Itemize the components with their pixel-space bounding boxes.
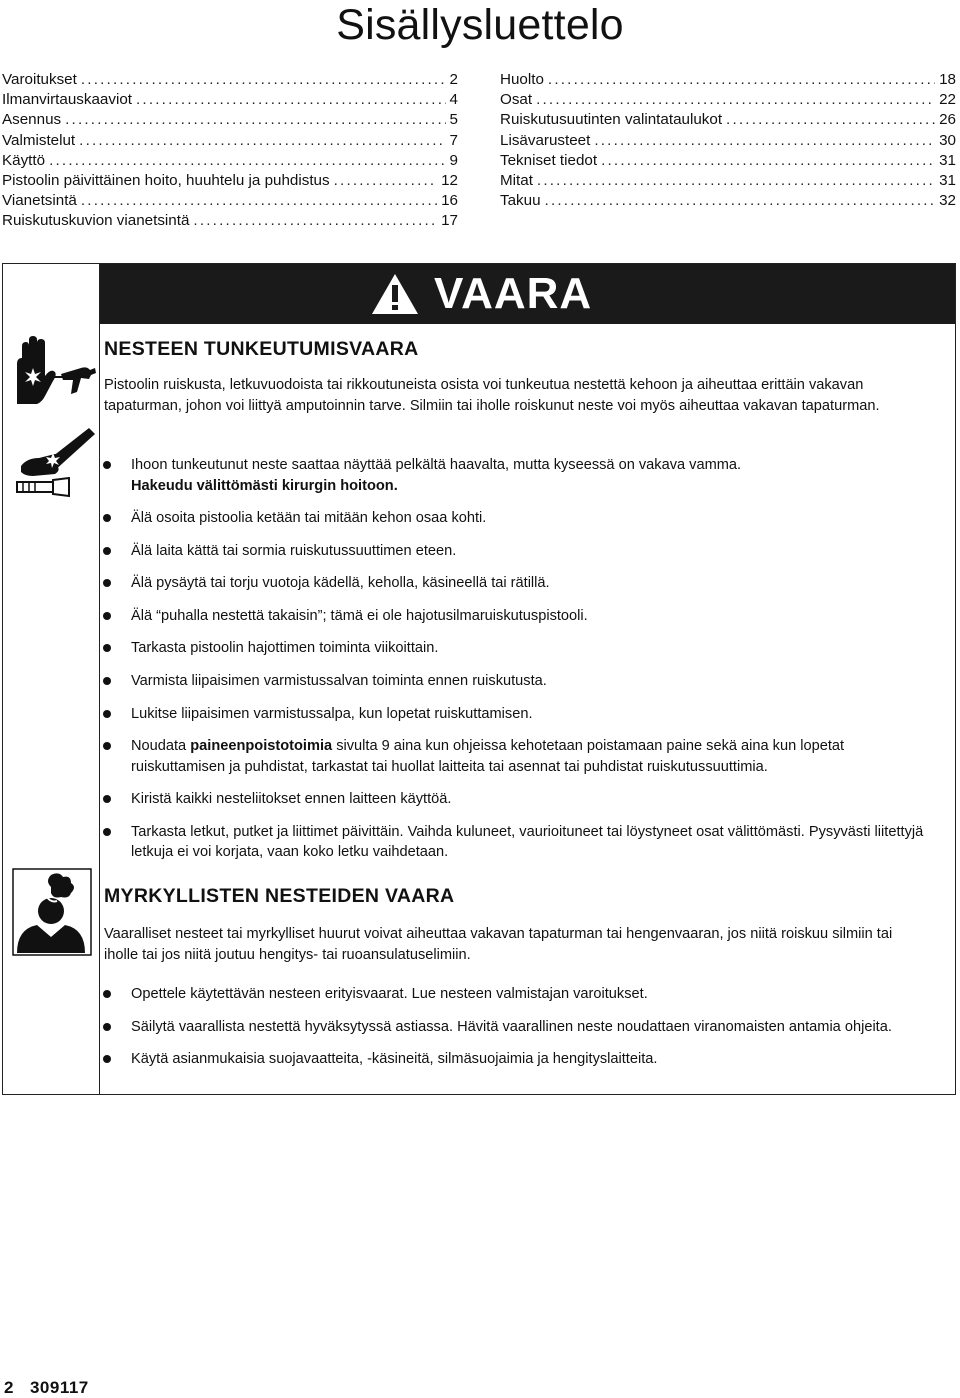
toc-entry-page: 12 [441, 171, 458, 189]
toc-leader-dots [65, 110, 445, 130]
toc-entry-page: 31 [939, 151, 956, 169]
toc-entry[interactable] [2, 211, 458, 231]
toc-entry-label: Ruiskutusuutinten valintataulukot [500, 111, 723, 129]
toc-entry[interactable] [500, 151, 956, 171]
toc-entry-label: Takuu [500, 192, 541, 210]
danger-header-title: VAARA [434, 269, 593, 318]
toc-leader-dots [193, 211, 437, 231]
list-item: Käytä asianmukaisia suojavaatteita, -käsineitä, silmäsuojaimia ja hengityslaitteita. [98, 1049, 928, 1070]
hose-leak-icon [13, 424, 97, 504]
list-item: Varmista liipaisimen varmistussalvan toiminta ennen ruiskutusta. [98, 671, 928, 692]
toc-entry[interactable] [2, 131, 458, 151]
toc-left-column [2, 70, 458, 232]
toc-entry[interactable] [500, 90, 956, 110]
toc-entry[interactable] [2, 90, 458, 110]
toc-leader-dots [601, 151, 935, 171]
injection-hazard-intro: Pistoolin ruiskusta, letkuvuodoista tai rikkoutuneista osista voi tunkeutua nestettä kehoon ja aiheuttaa erittäin vakavan tapaturman, johon voi liittyä amputoinnin tarve. Silmiin tai iholle roiskunut neste voi myös aiheuttaa vakavan tapaturman. [104, 377, 880, 414]
danger-header-bar [100, 264, 955, 324]
toc-entry-label: Pistoolin päivittäinen hoito, huuhtelu ja puhdistus [2, 171, 330, 189]
toc-entry-page: 26 [939, 111, 956, 129]
list-item: Tarkasta pistoolin hajottimen toiminta viikoittain. [98, 638, 928, 659]
toc-right-column [500, 70, 956, 211]
toc-leader-dots [594, 131, 935, 151]
danger-warning-box [2, 263, 956, 1095]
toc-entry-label: Asennus [2, 111, 62, 129]
toc-entry[interactable] [500, 70, 956, 90]
toc-entry-label: Ilmanvirtauskaaviot [2, 91, 132, 109]
list-item: Älä pysäytä tai torju vuotoja kädellä, keholla, käsineellä tai rätillä. [98, 573, 928, 594]
bullet-text: Noudata [131, 738, 191, 755]
list-item: Älä “puhalla nestettä takaisin”; tämä ei ole hajotusilmaruiskutuspistooli. [98, 606, 928, 627]
toc-entry[interactable] [2, 191, 458, 211]
toc-entry-label: Mitat [500, 171, 533, 189]
toc-leader-dots [334, 171, 437, 191]
bullet-text: Ihoon tunkeutunut neste saattaa näyttää pelkältä haavalta, mutta kyseessä on vakava vamma. [131, 457, 742, 473]
toc-entry-page: 16 [441, 192, 458, 210]
bullet-bold-text: paineenpoistotoimia [190, 738, 333, 755]
toc-leader-dots [536, 90, 935, 110]
page-number: 2 [4, 1378, 14, 1397]
toc-entry-label: Valmistelut [2, 131, 76, 149]
toc-leader-dots [136, 90, 446, 110]
bullet-text: sivulta 9 aina kun ohjeissa kehotetaan poistamaan paine sekä aina kun lopetat ruiskuttamisen ja puhdistat, tarkastat tai huollat laitteita tai asennat tai puhdistat ruiskutussuuttimia. [131, 738, 845, 775]
toc-entry[interactable] [500, 171, 956, 191]
toxic-hazard-intro: Vaaralliset nesteet tai myrkylliset huurut voivat aiheuttaa vakavan tapaturman tai hengenvaaran, jos niitä roiskuu silmiin tai iholle tai jos niitä joutuu hengitys- tai ruoansulatuselimiin. [104, 926, 893, 963]
toc-entry[interactable] [2, 171, 458, 191]
page-footer [4, 1378, 105, 1398]
document-number: 309117 [29, 1378, 89, 1397]
toc-entry-page: 9 [449, 151, 458, 169]
toc-entry[interactable] [2, 110, 458, 130]
toc-entry-page: 17 [441, 212, 458, 230]
toc-leader-dots [548, 70, 935, 90]
warning-triangle-icon [370, 272, 420, 316]
toc-entry-label: Käyttö [2, 151, 46, 169]
page-title: Sisällysluettelo [336, 1, 624, 49]
list-item: Säilytä vaarallista nestettä hyväksytyssä astiassa. Hävitä vaarallinen neste noudattaen viranomaisten antamia ohjeita. [98, 1017, 928, 1038]
toc-entry-page: 18 [939, 71, 956, 88]
list-item [98, 455, 928, 496]
list-item: Kiristä kaikki nesteliitokset ennen laitteen käyttöä. [98, 789, 928, 810]
toc-entry-page: 31 [939, 171, 956, 189]
injection-hazard-title: NESTEEN TUNKEUTUMISVAARA [104, 338, 419, 360]
toc-entry-page: 32 [939, 192, 956, 210]
toc-leader-dots [81, 191, 437, 211]
toc-entry-page: 5 [449, 111, 458, 129]
toc-entry[interactable] [2, 70, 458, 90]
toc-entry-page: 22 [939, 91, 956, 109]
list-item: Lukitse liipaisimen varmistussalpa, kun lopetat ruiskuttamisen. [98, 704, 928, 725]
list-item: Tarkasta letkut, putket ja liittimet päivittäin. Vaihda kuluneet, vaurioituneet tai löystyneet osat välittömästi. Pysyvästi liitettyjä letkuja ei voi korjata, vaan koko letku vaihdetaan. [98, 822, 928, 863]
toxic-hazard-title: MYRKYLLISTEN NESTEIDEN VAARA [104, 885, 455, 907]
toc-entry-label: Lisävarusteet [500, 131, 591, 149]
toc-entry-label: Ruiskutuskuvion vianetsintä [2, 212, 190, 230]
toxic-fumes-icon [11, 867, 93, 959]
toc-leader-dots [537, 171, 935, 191]
toc-entry[interactable] [500, 191, 956, 211]
toc-leader-dots [545, 191, 936, 211]
toc-entry[interactable] [500, 110, 956, 130]
toc-entry-page: 2 [449, 71, 458, 88]
toc-entry-label: Osat [500, 91, 533, 109]
toc-entry-label: Vianetsintä [2, 192, 77, 210]
toc-entry[interactable] [500, 131, 956, 151]
toc-leader-dots [726, 110, 935, 130]
hand-injection-icon [11, 334, 97, 406]
list-item: Opettele käytettävän nesteen erityisvaarat. Lue nesteen valmistajan varoitukset. [98, 984, 928, 1005]
injection-hazard-bullets [98, 455, 928, 875]
toc-entry-page: 4 [449, 91, 458, 109]
toc-entry-label: Varoitukset [2, 71, 77, 88]
toc-entry-label: Tekniset tiedot [500, 151, 598, 169]
toc-entry[interactable] [2, 151, 458, 171]
hazard-icon-column [3, 264, 100, 1094]
list-item: Älä osoita pistoolia ketään tai mitään kehon osaa kohti. [98, 508, 928, 529]
list-item: Älä laita kättä tai sormia ruiskutussuuttimen eteen. [98, 541, 928, 562]
toxic-hazard-bullets [98, 984, 928, 1082]
list-item [98, 736, 928, 777]
toc-leader-dots [81, 70, 446, 90]
toc-entry-page: 7 [449, 131, 458, 149]
toc-entry-label: Huolto [500, 71, 544, 88]
toc-leader-dots [49, 151, 445, 171]
toc-entry-page: 30 [939, 131, 956, 149]
toc-leader-dots [79, 131, 445, 151]
bullet-bold-text: Hakeudu välittömästi kirurgin hoitoon. [131, 477, 398, 494]
